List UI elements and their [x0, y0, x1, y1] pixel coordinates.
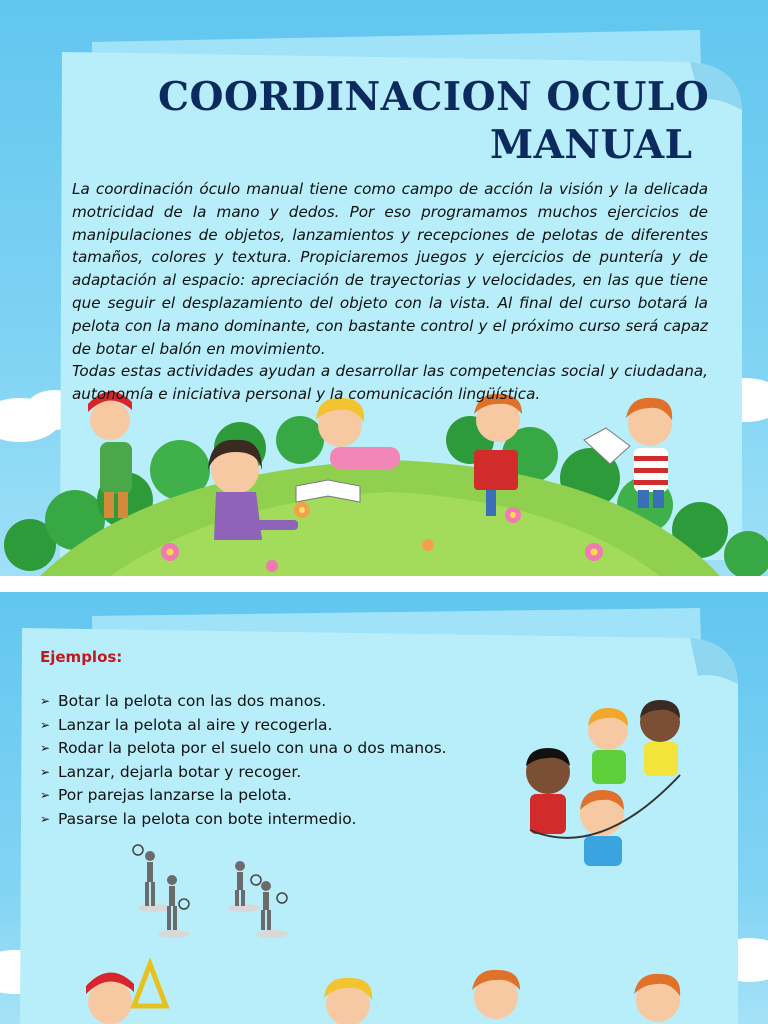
bullet-arrow-icon: ➢: [40, 717, 51, 732]
list-item: ➢ Botar la pelota con las dos manos.: [40, 690, 447, 714]
page-title-line-1: COORDINACION OCULO: [158, 74, 710, 120]
child-figure: [324, 978, 372, 1024]
child-figure: [472, 970, 520, 1019]
child-figure: [86, 964, 166, 1024]
list-item: ➢ Rodar la pelota por el suelo con una o dos manos.: [40, 737, 447, 761]
slide-2: [0, 592, 768, 1024]
bullet-arrow-icon: ➢: [40, 788, 51, 802]
list-item: ➢ Por parejas lanzarse la pelota.: [40, 784, 447, 808]
examples-heading: Ejemplos:: [40, 648, 123, 666]
bullet-arrow-icon: ➢: [40, 764, 51, 779]
list-item: ➢ Pasarse la pelota con bote intermedio.: [40, 808, 447, 832]
paragraph-2: Todas estas actividades ayudan a desarrollar las competencias social y ciudadana, autonomía e iniciativa personal y la comunicación lingüística.: [72, 362, 708, 404]
bottom-children-illustration: [0, 592, 768, 1024]
list-item: ➢ Lanzar, dejarla botar y recoger.: [40, 761, 447, 785]
description-text: [72, 178, 708, 406]
list-item: ➢ Lanzar la pelota al aire y recogerla.: [40, 714, 447, 738]
page-title-line-2: MANUAL: [490, 122, 693, 168]
paragraph-1: La coordinación óculo manual tiene como campo de acción la visión y la delicada motricidad de la mano y dedos. Por eso programamos muchos ejercicios de manipulaciones de objetos, lanzamientos y recepciones de pelotas de diferentes tamaños, colores y textura. Propiciaremos juegos y ejercicios de puntería y de adaptación al espacio: apreciación de trayectorias y velocidades, en las que tiene que seguir el desplazamiento del objeto con la vista. Al final del curso botará la pelota con la mano dominante, con bastante control y el próximo curso será capaz de botar el balón en movimiento.: [72, 180, 708, 358]
bullet-arrow-icon: ➢: [40, 741, 51, 755]
child-figure: [634, 974, 680, 1022]
bullet-arrow-icon: ➢: [40, 811, 51, 826]
bullet-arrow-icon: ➢: [40, 694, 51, 708]
